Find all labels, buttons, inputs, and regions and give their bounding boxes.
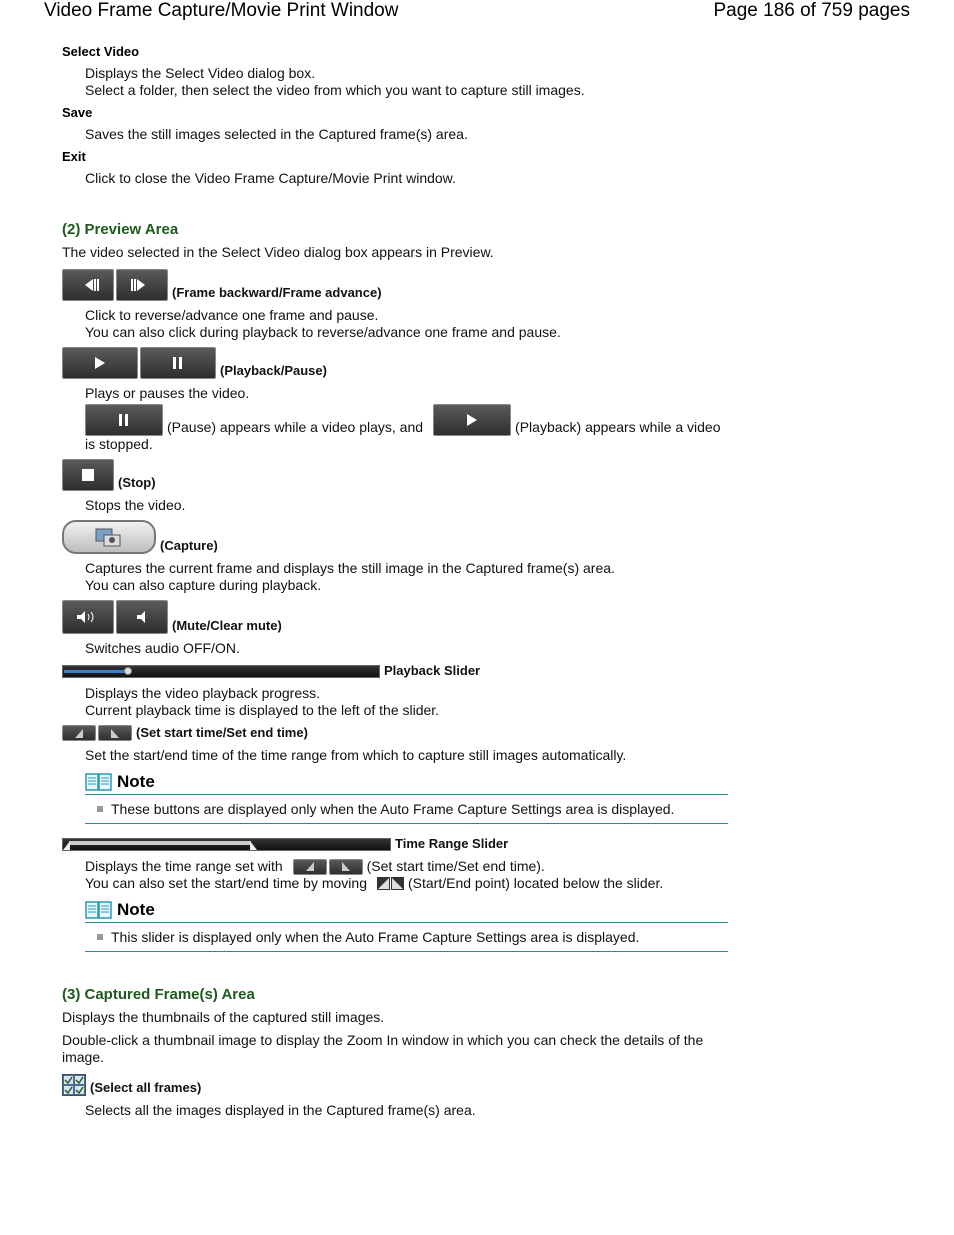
section-preview-area: (2) Preview Area xyxy=(62,221,179,238)
item-select-all xyxy=(62,1074,742,1096)
note-box xyxy=(85,772,728,824)
select-all-label: (Select all frames) xyxy=(90,1080,202,1095)
mute-buttons-image xyxy=(62,600,168,634)
item-range xyxy=(62,836,742,852)
desc-select-video xyxy=(85,65,742,99)
section-captured-frames: (3) Captured Frame(s) Area xyxy=(62,986,255,1003)
frame-buttons-image xyxy=(62,269,168,301)
note-text: These buttons are displayed only when the Auto Frame Capture Settings area is displayed. xyxy=(111,801,675,817)
note-title: Note xyxy=(117,772,155,791)
play-icon xyxy=(62,347,138,379)
end-point-icon xyxy=(391,877,404,890)
slider-knob xyxy=(124,667,132,675)
desc-text: (Start/End point) located below the slider. xyxy=(407,875,664,891)
desc-line: Current playback time is displayed to the left of the slider. xyxy=(85,702,440,718)
desc-line: is stopped. xyxy=(85,436,153,452)
desc-mute: Switches audio OFF/ON. xyxy=(85,640,240,656)
note-header xyxy=(85,900,728,923)
term-save: Save xyxy=(62,105,93,120)
set-time-buttons-image xyxy=(62,725,132,741)
page-number: Page 186 of 759 pages xyxy=(713,0,910,21)
frame-label: (Frame backward/Frame advance) xyxy=(172,285,382,300)
set-time-label: (Set start time/Set end time) xyxy=(136,725,308,740)
time-range-slider-image xyxy=(62,838,391,851)
speaker-on-icon xyxy=(62,600,114,634)
item-capture xyxy=(62,520,742,554)
captured-intro: Displays the thumbnails of the captured still images. xyxy=(62,1009,385,1025)
note-header xyxy=(85,772,728,795)
pause-icon xyxy=(140,347,216,379)
desc-text: (Pause) appears while a video plays, and xyxy=(167,419,424,435)
term-select-video: Select Video xyxy=(62,44,140,59)
desc-range xyxy=(85,858,742,892)
desc-line: Plays or pauses the video. xyxy=(85,385,250,401)
bullet-icon xyxy=(97,806,103,812)
book-icon xyxy=(85,772,113,792)
set-end-icon xyxy=(98,725,132,741)
desc-text: You can also set the start/end time by moving xyxy=(85,875,367,891)
note-body xyxy=(85,795,728,824)
set-end-icon xyxy=(329,859,363,875)
start-point-icon xyxy=(377,877,390,890)
note-title: Note xyxy=(117,900,155,919)
set-time-buttons-image xyxy=(293,859,363,875)
item-playback xyxy=(62,347,742,379)
term-exit: Exit xyxy=(62,149,86,164)
set-start-icon xyxy=(293,859,327,875)
desc-capture xyxy=(85,560,742,594)
play-icon xyxy=(433,404,511,436)
desc-save: Saves the still images selected in the Captured frame(s) area. xyxy=(85,126,468,142)
frame-backward-icon xyxy=(62,269,114,301)
desc-line-icons xyxy=(85,875,742,892)
note-box xyxy=(85,900,728,952)
desc-line: Captures the current frame and displays the still image in the Captured frame(s) area. xyxy=(85,560,615,576)
mute-label: (Mute/Clear mute) xyxy=(172,618,282,633)
capture-icon xyxy=(62,520,156,554)
page-header xyxy=(0,0,954,26)
desc-line: Click to reverse/advance one frame and pause. xyxy=(85,307,379,323)
desc-text: (Playback) appears while a video xyxy=(515,419,721,435)
item-set-time xyxy=(62,725,742,741)
desc-line: You can also capture during playback. xyxy=(85,577,322,593)
item-frame xyxy=(62,269,742,301)
content xyxy=(62,44,742,1125)
desc-slider xyxy=(85,685,742,719)
book-icon xyxy=(85,900,113,920)
end-point-icon xyxy=(250,841,257,850)
frame-advance-icon xyxy=(116,269,168,301)
start-point-icon xyxy=(63,841,70,850)
desc-set-time: Set the start/end time of the time range from which to capture still images automatically. xyxy=(85,747,627,763)
note-body xyxy=(85,923,728,952)
captured-detail: Double-click a thumbnail image to display the Zoom In window in which you can check the details of the image. xyxy=(62,1032,704,1065)
set-start-icon xyxy=(62,725,96,741)
capture-label: (Capture) xyxy=(160,538,218,553)
speaker-mute-icon xyxy=(116,600,168,634)
bullet-icon xyxy=(97,934,103,940)
select-all-frames-icon xyxy=(62,1074,86,1096)
desc-text: (Set start time/Set end time). xyxy=(366,858,545,874)
pause-icon xyxy=(85,404,163,436)
range-selection xyxy=(69,841,251,845)
playback-label: (Playback/Pause) xyxy=(220,363,327,378)
note-text: This slider is displayed only when the Auto Frame Capture Settings area is displayed. xyxy=(111,929,640,945)
desc-frame xyxy=(85,307,742,341)
page-title: Video Frame Capture/Movie Print Window xyxy=(44,0,399,21)
slider-progress xyxy=(64,670,127,673)
item-slider xyxy=(62,663,742,679)
desc-line-icons xyxy=(85,404,742,436)
desc-line: Displays the Select Video dialog box. xyxy=(85,65,316,81)
desc-exit: Click to close the Video Frame Capture/Movie Print window. xyxy=(85,170,456,186)
desc-line: Displays the video playback progress. xyxy=(85,685,321,701)
stop-icon xyxy=(62,459,114,491)
playback-slider-image xyxy=(62,665,380,678)
slider-label: Playback Slider xyxy=(384,663,481,678)
preview-intro: The video selected in the Select Video dialog box appears in Preview. xyxy=(62,244,494,260)
range-label: Time Range Slider xyxy=(395,836,509,851)
desc-text: Displays the time range set with xyxy=(85,858,283,874)
item-mute xyxy=(62,600,742,634)
desc-select-all: Selects all the images displayed in the Captured frame(s) area. xyxy=(85,1102,476,1118)
item-stop xyxy=(62,459,742,491)
playback-buttons-image xyxy=(62,347,216,379)
stop-label: (Stop) xyxy=(118,475,156,490)
start-end-point-image xyxy=(377,877,404,890)
desc-line: You can also click during playback to reverse/advance one frame and pause. xyxy=(85,324,561,340)
desc-line-icons xyxy=(85,858,742,875)
desc-playback xyxy=(85,385,742,453)
desc-stop: Stops the video. xyxy=(85,497,186,513)
desc-line: Select a folder, then select the video from which you want to capture still images. xyxy=(85,82,585,98)
